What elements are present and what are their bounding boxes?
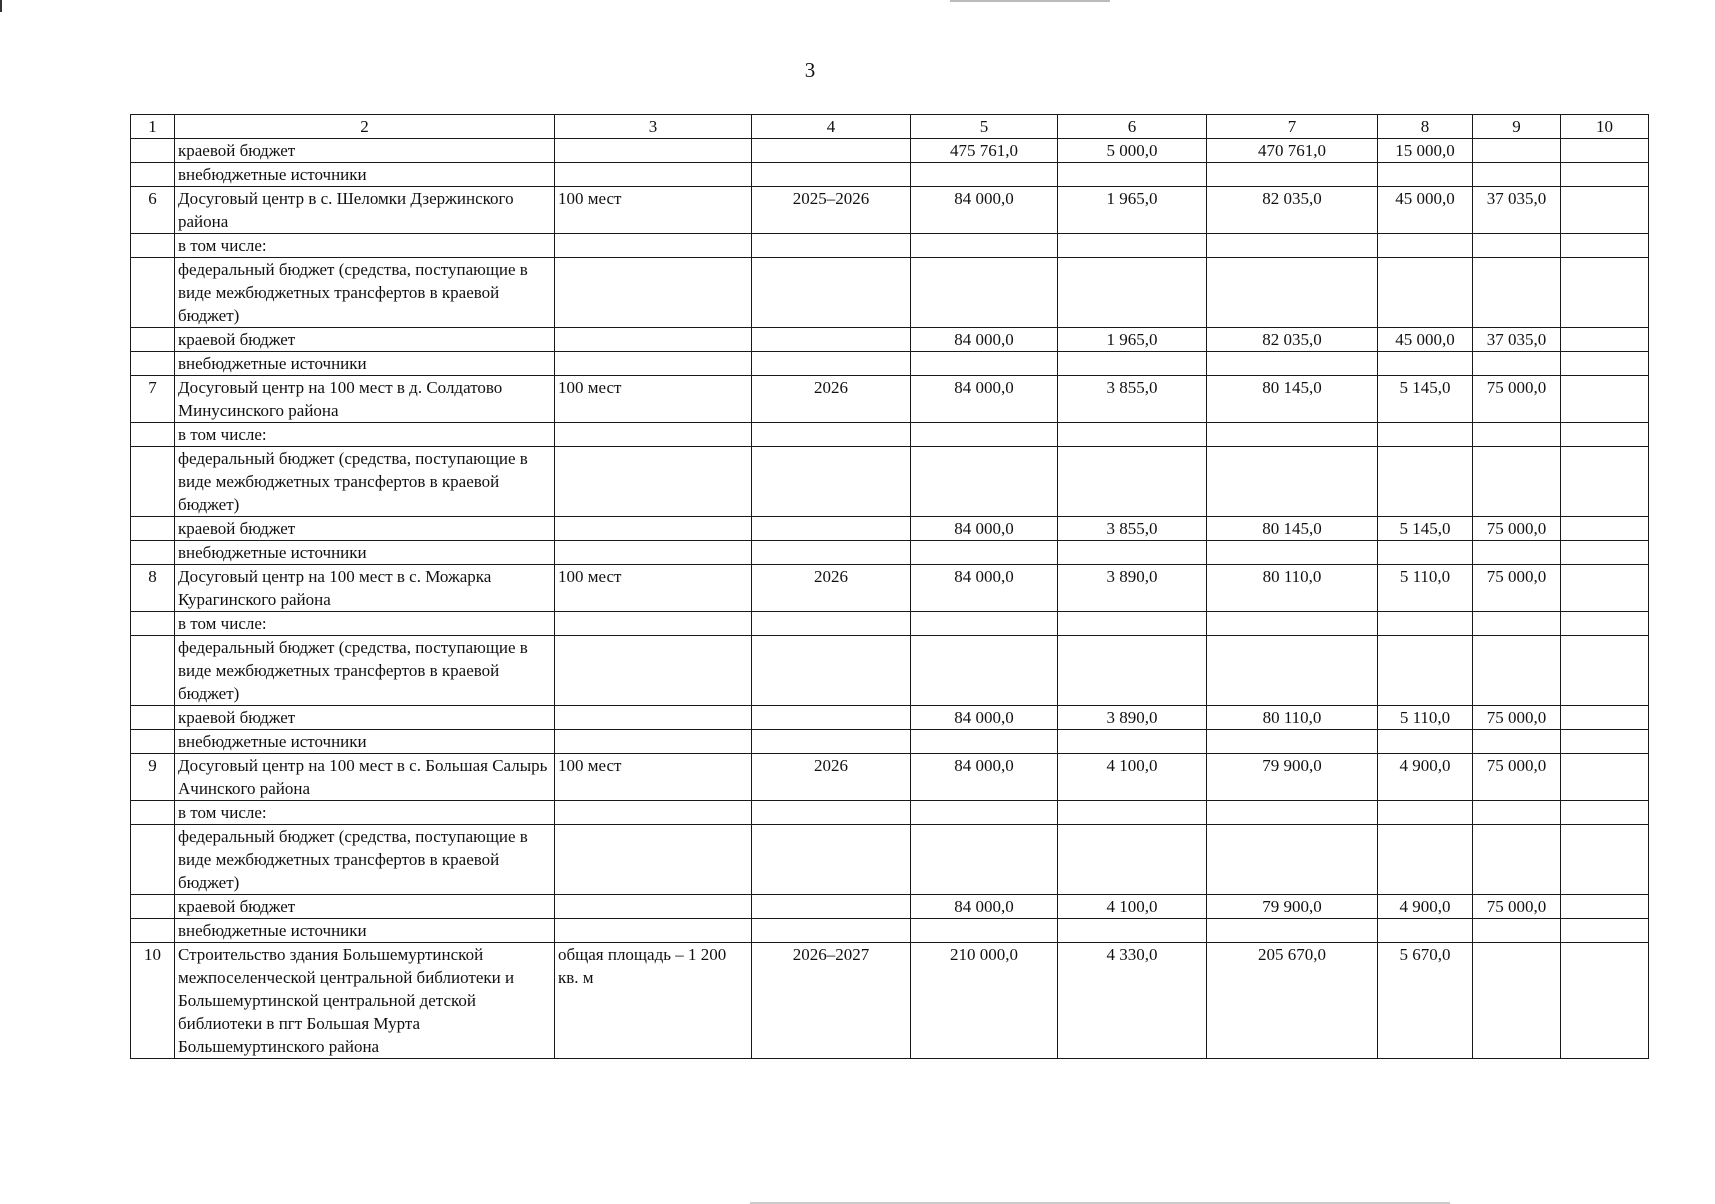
col8-value-cell: 5 110,0	[1378, 706, 1473, 730]
item-name-cell: внебюджетные источники	[175, 541, 555, 565]
col9-value-cell: 75 000,0	[1473, 565, 1561, 612]
col10-value-cell	[1561, 352, 1649, 376]
total-cost-cell	[911, 234, 1058, 258]
row-number-cell	[131, 517, 175, 541]
col8-value-cell	[1378, 541, 1473, 565]
col10-value-cell	[1561, 636, 1649, 706]
col7-value-cell	[1207, 730, 1378, 754]
table-row	[131, 825, 1649, 895]
row-number-cell	[131, 636, 175, 706]
row-number-cell	[131, 139, 175, 163]
table-row	[131, 163, 1649, 187]
col7-value-cell	[1207, 919, 1378, 943]
col10-value-cell	[1561, 612, 1649, 636]
col6-value-cell	[1058, 423, 1207, 447]
col9-value-cell: 75 000,0	[1473, 517, 1561, 541]
table-row	[131, 801, 1649, 825]
period-cell: 2026	[752, 754, 911, 801]
col10-value-cell	[1561, 754, 1649, 801]
col10-value-cell	[1561, 163, 1649, 187]
col10-value-cell	[1561, 258, 1649, 328]
col7-value-cell: 80 145,0	[1207, 517, 1378, 541]
col9-value-cell	[1473, 919, 1561, 943]
col6-value-cell	[1058, 730, 1207, 754]
period-cell: 2025–2026	[752, 187, 911, 234]
item-name-cell: Досуговый центр на 100 мест в д. Солдатово Минусинского района	[175, 376, 555, 423]
page-number: 3	[804, 58, 816, 82]
col8-value-cell	[1378, 163, 1473, 187]
col6-value-cell: 5 000,0	[1058, 139, 1207, 163]
capacity-cell	[555, 825, 752, 895]
col9-value-cell	[1473, 423, 1561, 447]
col7-value-cell	[1207, 636, 1378, 706]
col6-value-cell: 4 100,0	[1058, 754, 1207, 801]
row-number-cell: 10	[131, 943, 175, 1059]
col7-value-cell: 79 900,0	[1207, 895, 1378, 919]
col9-value-cell: 37 035,0	[1473, 187, 1561, 234]
item-name-cell: внебюджетные источники	[175, 919, 555, 943]
col10-value-cell	[1561, 895, 1649, 919]
col9-value-cell	[1473, 801, 1561, 825]
table-row	[131, 376, 1649, 423]
table-row	[131, 541, 1649, 565]
table-row	[131, 328, 1649, 352]
table-row	[131, 352, 1649, 376]
table-row	[131, 919, 1649, 943]
col10-value-cell	[1561, 376, 1649, 423]
column-header: 5	[911, 115, 1058, 139]
column-header: 8	[1378, 115, 1473, 139]
item-name-cell: федеральный бюджет (средства, поступающие в виде межбюджетных трансфертов в краевой бюджет)	[175, 447, 555, 517]
col8-value-cell: 15 000,0	[1378, 139, 1473, 163]
col10-value-cell	[1561, 234, 1649, 258]
col8-value-cell	[1378, 636, 1473, 706]
col8-value-cell: 4 900,0	[1378, 754, 1473, 801]
capacity-cell	[555, 730, 752, 754]
col8-value-cell	[1378, 801, 1473, 825]
period-cell	[752, 825, 911, 895]
col10-value-cell	[1561, 801, 1649, 825]
total-cost-cell	[911, 163, 1058, 187]
col8-value-cell	[1378, 423, 1473, 447]
col9-value-cell	[1473, 612, 1561, 636]
item-name-cell: в том числе:	[175, 234, 555, 258]
capacity-cell	[555, 636, 752, 706]
item-name-cell: краевой бюджет	[175, 895, 555, 919]
col7-value-cell: 470 761,0	[1207, 139, 1378, 163]
capacity-cell	[555, 258, 752, 328]
capacity-cell: 100 мест	[555, 187, 752, 234]
capacity-cell	[555, 612, 752, 636]
item-name-cell: внебюджетные источники	[175, 163, 555, 187]
col10-value-cell	[1561, 423, 1649, 447]
col10-value-cell	[1561, 187, 1649, 234]
table-row	[131, 187, 1649, 234]
total-cost-cell: 84 000,0	[911, 565, 1058, 612]
col10-value-cell	[1561, 943, 1649, 1059]
col7-value-cell: 82 035,0	[1207, 328, 1378, 352]
total-cost-cell: 84 000,0	[911, 328, 1058, 352]
col6-value-cell	[1058, 612, 1207, 636]
col6-value-cell: 3 890,0	[1058, 565, 1207, 612]
item-name-cell: федеральный бюджет (средства, поступающие в виде межбюджетных трансфертов в краевой бюджет)	[175, 258, 555, 328]
col8-value-cell: 5 110,0	[1378, 565, 1473, 612]
total-cost-cell: 84 000,0	[911, 517, 1058, 541]
col10-value-cell	[1561, 139, 1649, 163]
col10-value-cell	[1561, 730, 1649, 754]
item-name-cell: федеральный бюджет (средства, поступающие в виде межбюджетных трансфертов в краевой бюджет)	[175, 636, 555, 706]
capacity-cell	[555, 801, 752, 825]
total-cost-cell	[911, 612, 1058, 636]
capacity-cell	[555, 517, 752, 541]
col10-value-cell	[1561, 706, 1649, 730]
row-number-cell	[131, 541, 175, 565]
col6-value-cell: 4 330,0	[1058, 943, 1207, 1059]
total-cost-cell: 84 000,0	[911, 895, 1058, 919]
row-number-cell	[131, 706, 175, 730]
column-header: 10	[1561, 115, 1649, 139]
col8-value-cell: 5 145,0	[1378, 517, 1473, 541]
col7-value-cell	[1207, 801, 1378, 825]
col6-value-cell: 3 890,0	[1058, 706, 1207, 730]
col7-value-cell	[1207, 612, 1378, 636]
capacity-cell	[555, 139, 752, 163]
column-header: 2	[175, 115, 555, 139]
col9-value-cell	[1473, 139, 1561, 163]
item-name-cell: краевой бюджет	[175, 517, 555, 541]
capacity-cell	[555, 706, 752, 730]
item-name-cell: краевой бюджет	[175, 706, 555, 730]
col7-value-cell	[1207, 447, 1378, 517]
col9-value-cell	[1473, 636, 1561, 706]
column-header: 3	[555, 115, 752, 139]
total-cost-cell	[911, 730, 1058, 754]
column-header: 6	[1058, 115, 1207, 139]
item-name-cell: Досуговый центр на 100 мест в с. Большая Салырь Ачинского района	[175, 754, 555, 801]
row-number-cell	[131, 447, 175, 517]
period-cell	[752, 706, 911, 730]
col9-value-cell	[1473, 234, 1561, 258]
row-number-cell: 9	[131, 754, 175, 801]
scan-edge-mark	[0, 0, 2, 12]
item-name-cell: краевой бюджет	[175, 139, 555, 163]
period-cell	[752, 423, 911, 447]
capacity-cell	[555, 352, 752, 376]
item-name-cell: в том числе:	[175, 423, 555, 447]
row-number-cell	[131, 423, 175, 447]
row-number-cell	[131, 801, 175, 825]
col10-value-cell	[1561, 825, 1649, 895]
table-row	[131, 139, 1649, 163]
row-number-cell	[131, 730, 175, 754]
col7-value-cell: 205 670,0	[1207, 943, 1378, 1059]
col8-value-cell	[1378, 612, 1473, 636]
table-row	[131, 447, 1649, 517]
total-cost-cell	[911, 801, 1058, 825]
period-cell	[752, 517, 911, 541]
period-cell	[752, 258, 911, 328]
capacity-cell: общая площадь – 1 200 кв. м	[555, 943, 752, 1059]
capacity-cell: 100 мест	[555, 754, 752, 801]
capacity-cell	[555, 328, 752, 352]
total-cost-cell	[911, 636, 1058, 706]
total-cost-cell: 84 000,0	[911, 187, 1058, 234]
col9-value-cell	[1473, 163, 1561, 187]
table-row	[131, 423, 1649, 447]
col9-value-cell	[1473, 541, 1561, 565]
col7-value-cell	[1207, 541, 1378, 565]
col6-value-cell: 4 100,0	[1058, 895, 1207, 919]
col8-value-cell	[1378, 234, 1473, 258]
col10-value-cell	[1561, 541, 1649, 565]
col9-value-cell: 75 000,0	[1473, 706, 1561, 730]
budget-table	[130, 114, 1649, 1059]
row-number-cell	[131, 234, 175, 258]
col6-value-cell	[1058, 234, 1207, 258]
col7-value-cell: 80 145,0	[1207, 376, 1378, 423]
period-cell	[752, 352, 911, 376]
row-number-cell	[131, 163, 175, 187]
column-header: 1	[131, 115, 175, 139]
row-number-cell	[131, 895, 175, 919]
table-row	[131, 234, 1649, 258]
table-row	[131, 517, 1649, 541]
col6-value-cell	[1058, 825, 1207, 895]
capacity-cell	[555, 234, 752, 258]
total-cost-cell: 84 000,0	[911, 706, 1058, 730]
col7-value-cell	[1207, 352, 1378, 376]
table-row	[131, 730, 1649, 754]
item-name-cell: внебюджетные источники	[175, 352, 555, 376]
capacity-cell	[555, 423, 752, 447]
item-name-cell: Строительство здания Большемуртинской межпоселенческой центральной библиотеки и Большемуртинской центральной детской библиотеки в пгт Большая Мурта Большемуртинского района	[175, 943, 555, 1059]
col9-value-cell	[1473, 943, 1561, 1059]
col6-value-cell: 1 965,0	[1058, 328, 1207, 352]
col7-value-cell: 79 900,0	[1207, 754, 1378, 801]
total-cost-cell: 84 000,0	[911, 376, 1058, 423]
item-name-cell: Досуговый центр в с. Шеломки Дзержинского района	[175, 187, 555, 234]
col8-value-cell	[1378, 258, 1473, 328]
col6-value-cell	[1058, 919, 1207, 943]
item-name-cell: федеральный бюджет (средства, поступающие в виде межбюджетных трансфертов в краевой бюджет)	[175, 825, 555, 895]
total-cost-cell	[911, 919, 1058, 943]
total-cost-cell	[911, 352, 1058, 376]
col6-value-cell	[1058, 352, 1207, 376]
total-cost-cell: 84 000,0	[911, 754, 1058, 801]
table-row	[131, 612, 1649, 636]
item-name-cell: внебюджетные источники	[175, 730, 555, 754]
table-row	[131, 754, 1649, 801]
column-header: 9	[1473, 115, 1561, 139]
col8-value-cell	[1378, 352, 1473, 376]
period-cell	[752, 636, 911, 706]
total-cost-cell	[911, 541, 1058, 565]
col9-value-cell	[1473, 258, 1561, 328]
col9-value-cell	[1473, 730, 1561, 754]
capacity-cell	[555, 163, 752, 187]
capacity-cell	[555, 919, 752, 943]
capacity-cell: 100 мест	[555, 376, 752, 423]
col6-value-cell	[1058, 541, 1207, 565]
period-cell	[752, 801, 911, 825]
col7-value-cell	[1207, 258, 1378, 328]
col10-value-cell	[1561, 447, 1649, 517]
col6-value-cell	[1058, 163, 1207, 187]
row-number-cell	[131, 258, 175, 328]
period-cell: 2026–2027	[752, 943, 911, 1059]
col10-value-cell	[1561, 328, 1649, 352]
col8-value-cell	[1378, 919, 1473, 943]
col8-value-cell: 4 900,0	[1378, 895, 1473, 919]
col7-value-cell	[1207, 423, 1378, 447]
row-number-cell	[131, 328, 175, 352]
col7-value-cell: 80 110,0	[1207, 565, 1378, 612]
period-cell	[752, 895, 911, 919]
col7-value-cell	[1207, 163, 1378, 187]
period-cell	[752, 919, 911, 943]
total-cost-cell	[911, 825, 1058, 895]
table-row	[131, 706, 1649, 730]
row-number-cell: 7	[131, 376, 175, 423]
row-number-cell: 6	[131, 187, 175, 234]
capacity-cell	[555, 447, 752, 517]
row-number-cell	[131, 612, 175, 636]
table-row	[131, 895, 1649, 919]
total-cost-cell	[911, 423, 1058, 447]
col6-value-cell	[1058, 801, 1207, 825]
capacity-cell: 100 мест	[555, 565, 752, 612]
period-cell	[752, 328, 911, 352]
col8-value-cell	[1378, 825, 1473, 895]
col9-value-cell: 75 000,0	[1473, 754, 1561, 801]
period-cell	[752, 447, 911, 517]
col6-value-cell	[1058, 258, 1207, 328]
column-number-row	[131, 115, 1649, 139]
total-cost-cell	[911, 258, 1058, 328]
capacity-cell	[555, 895, 752, 919]
column-header: 7	[1207, 115, 1378, 139]
col9-value-cell: 75 000,0	[1473, 376, 1561, 423]
col6-value-cell	[1058, 447, 1207, 517]
period-cell: 2026	[752, 376, 911, 423]
col8-value-cell	[1378, 447, 1473, 517]
col9-value-cell: 37 035,0	[1473, 328, 1561, 352]
period-cell	[752, 730, 911, 754]
row-number-cell	[131, 352, 175, 376]
item-name-cell: Досуговый центр на 100 мест в с. Можарка Курагинского района	[175, 565, 555, 612]
col10-value-cell	[1561, 517, 1649, 541]
table-row	[131, 258, 1649, 328]
col7-value-cell: 80 110,0	[1207, 706, 1378, 730]
item-name-cell: в том числе:	[175, 801, 555, 825]
col9-value-cell	[1473, 825, 1561, 895]
capacity-cell	[555, 541, 752, 565]
col9-value-cell	[1473, 447, 1561, 517]
col9-value-cell: 75 000,0	[1473, 895, 1561, 919]
period-cell	[752, 163, 911, 187]
table-row	[131, 943, 1649, 1059]
table-row	[131, 565, 1649, 612]
scan-smudge-top	[950, 0, 1110, 2]
period-cell	[752, 541, 911, 565]
col8-value-cell	[1378, 730, 1473, 754]
col6-value-cell: 3 855,0	[1058, 376, 1207, 423]
item-name-cell: краевой бюджет	[175, 328, 555, 352]
period-cell	[752, 612, 911, 636]
row-number-cell	[131, 919, 175, 943]
col8-value-cell: 45 000,0	[1378, 328, 1473, 352]
row-number-cell	[131, 825, 175, 895]
item-name-cell: в том числе:	[175, 612, 555, 636]
col9-value-cell	[1473, 352, 1561, 376]
col10-value-cell	[1561, 565, 1649, 612]
col6-value-cell	[1058, 636, 1207, 706]
col8-value-cell: 45 000,0	[1378, 187, 1473, 234]
total-cost-cell: 210 000,0	[911, 943, 1058, 1059]
col6-value-cell: 1 965,0	[1058, 187, 1207, 234]
col6-value-cell: 3 855,0	[1058, 517, 1207, 541]
col10-value-cell	[1561, 919, 1649, 943]
col8-value-cell: 5 145,0	[1378, 376, 1473, 423]
col7-value-cell: 82 035,0	[1207, 187, 1378, 234]
col7-value-cell	[1207, 234, 1378, 258]
row-number-cell: 8	[131, 565, 175, 612]
total-cost-cell	[911, 447, 1058, 517]
period-cell	[752, 234, 911, 258]
col7-value-cell	[1207, 825, 1378, 895]
table-row	[131, 636, 1649, 706]
column-header: 4	[752, 115, 911, 139]
period-cell	[752, 139, 911, 163]
period-cell: 2026	[752, 565, 911, 612]
col8-value-cell: 5 670,0	[1378, 943, 1473, 1059]
total-cost-cell: 475 761,0	[911, 139, 1058, 163]
